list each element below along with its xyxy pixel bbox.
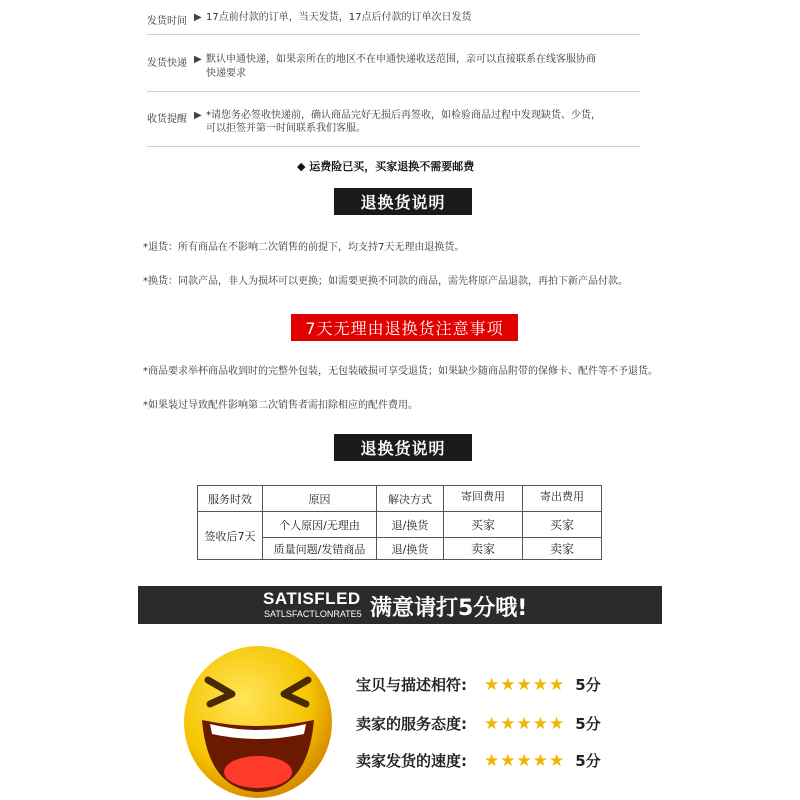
star-icon: ★ [549,713,565,734]
table-cell-send-fee: 买家 [523,512,602,538]
divider [147,146,640,147]
row-text-courier-1: 默认申通快递，如果亲所在的地区不在申通快递收送范围，亲可以直接联系在线客服协商 [206,54,596,65]
table-cell-reason: 质量问题/发错商品 [263,538,377,560]
row-text-receipt-2: 可以拒签并第一时间联系我们客服。 [206,123,366,134]
banner-return-policy: 退换货说明 [334,188,472,215]
table-cell-reason: 个人原因/无理由 [263,512,377,538]
row-label-courier: 发货快递 [147,58,187,69]
row-text-ship-time: 17点前付款的订单，当天发货，17点后付款的订单次日发货 [206,12,472,23]
note-packaging: *商品要求举杯商品收到时的完整外包装，无包装破损可享受退货；如果缺少随商品附带的保修卡、配件等不予退货。 [143,366,658,377]
rating-score: 5分 [575,715,601,733]
note-accessories: *如果装过导致配件影响第二次销售者需扣除相应的配件费用。 [143,400,418,411]
star-icon: ★ [500,674,516,695]
star-icon: ★ [484,674,500,695]
star-icon: ★ [484,750,500,771]
rating-label: 卖家的服务态度: [356,715,467,733]
arrow-icon: ▶ [194,12,202,23]
rating-label: 卖家发货的速度: [356,752,467,770]
rating-score: 5分 [575,752,601,770]
banner-7day-attention: 7天无理由退换货注意事项 [291,314,518,341]
row-text-receipt-1: *请您务必签收快递前，确认商品完好无损后再签收，如检验商品过程中发现缺货、少货， [206,110,601,121]
table-cell-return-fee: 卖家 [444,538,523,560]
table-cell-period: 签收后7天 [198,512,263,560]
banner-return-table: 退换货说明 [334,434,472,461]
table-header: 服务时效 [198,486,263,512]
note-return: *退货：所有商品在不影响二次销售的前提下，均支持7天无理由退换货。 [143,242,465,253]
table-row [198,512,602,538]
row-text-courier-2: 快递要求 [206,68,246,79]
rating-score: 5分 [575,676,601,694]
star-icon: ★ [484,713,500,734]
satisfaction-banner [138,586,662,624]
star-icon: ★ [532,750,548,771]
table-header: 解决方式 [377,486,444,512]
arrow-icon: ▶ [194,54,202,65]
rating-row [356,674,601,695]
table-cell-solution: 退/换货 [377,538,444,560]
row-label-receipt: 收货提醒 [147,114,187,125]
divider [147,91,640,92]
brand-name: SATISFLED [263,589,361,608]
star-icon: ★ [516,750,532,771]
star-icon: ★ [500,750,516,771]
table-header: 寄回费用 [444,486,523,512]
rating-row [356,713,601,734]
arrow-icon: ▶ [194,110,202,121]
star-icon: ★ [516,713,532,734]
star-icon: ★ [532,674,548,695]
star-icon: ★ [549,674,565,695]
note-exchange: *换货：同款产品，非人为损坏可以更换；如需要更换不同款的商品，需先将原产品退款，再拍下新产品付款。 [143,276,628,287]
laughing-face-icon [180,640,336,800]
rating-label: 宝贝与描述相符: [356,676,467,694]
table-cell-return-fee: 买家 [444,512,523,538]
star-icon: ★ [516,674,532,695]
satisfaction-slogan: 满意请打5分哦! [370,596,528,621]
freight-notice: ◆ 运费险已买，买家退换不需要邮费 [297,160,475,173]
brand-subtitle: SATLSFACTLONRATE5 [264,609,362,619]
rating-row [356,750,601,771]
star-icon: ★ [532,713,548,734]
star-icon: ★ [500,713,516,734]
table-header: 寄出费用 [523,486,602,512]
divider [147,34,640,35]
table-header: 原因 [263,486,377,512]
table-cell-send-fee: 卖家 [523,538,602,560]
service-table [197,485,602,560]
star-icon: ★ [549,750,565,771]
table-cell-solution: 退/换货 [377,512,444,538]
row-label-ship-time: 发货时间 [147,16,187,27]
